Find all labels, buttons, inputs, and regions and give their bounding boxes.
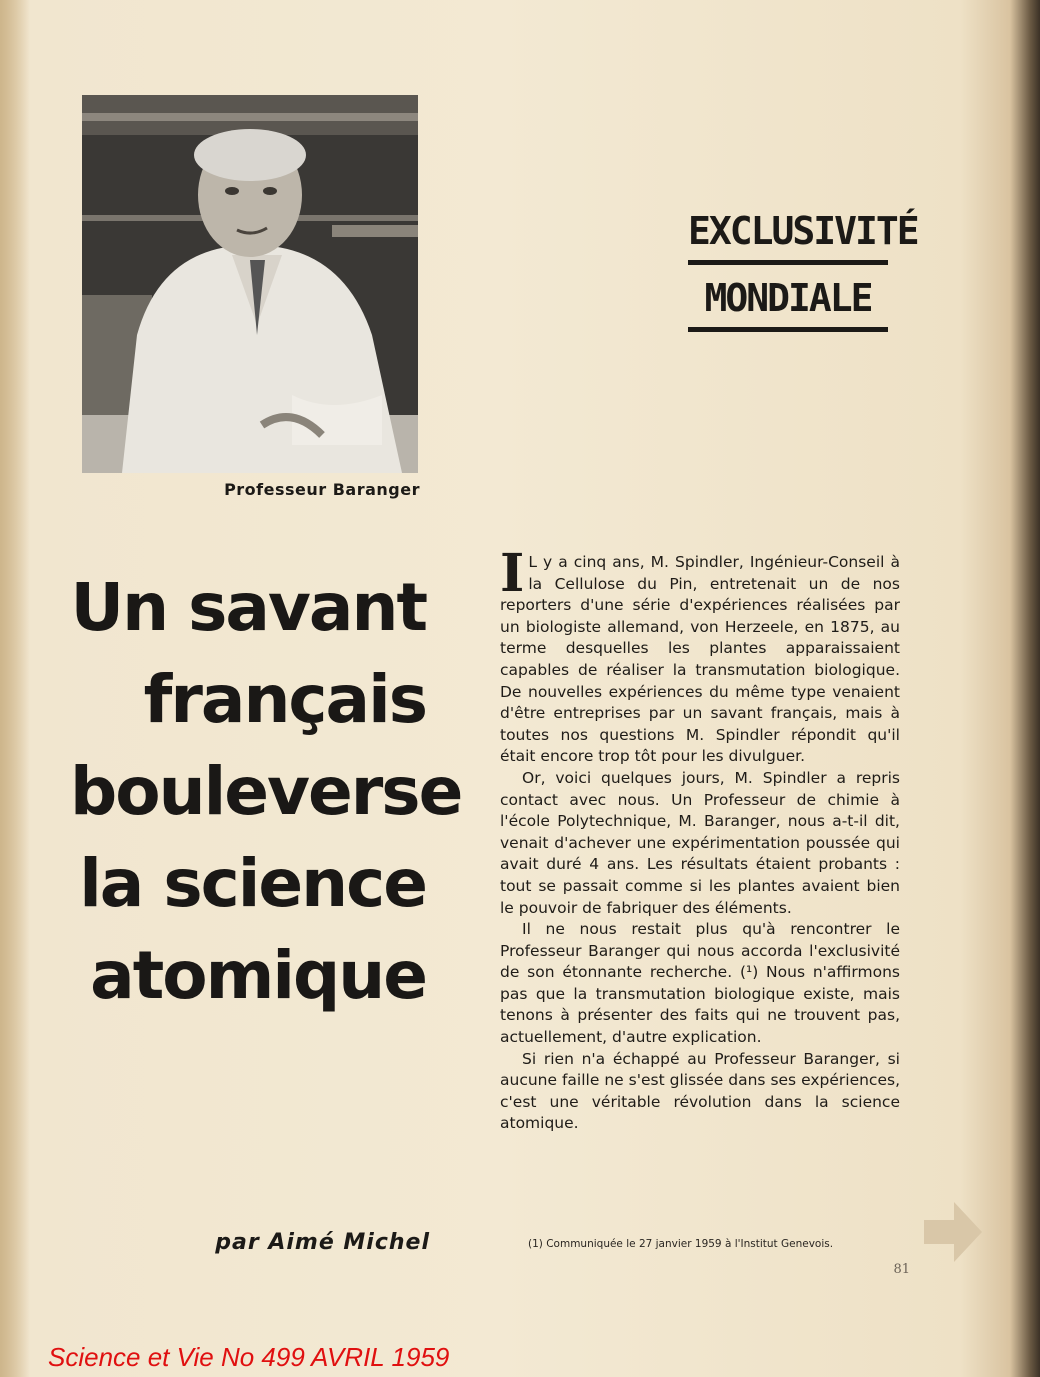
headline-line-2: français: [143, 661, 426, 738]
headline: [70, 562, 462, 1022]
headline-line-5: atomique: [90, 937, 426, 1014]
drop-cap: I: [500, 543, 525, 604]
arrow-right-icon[interactable]: [924, 1200, 984, 1264]
portrait-photo: [82, 95, 418, 473]
paragraph-1: [500, 543, 900, 768]
paragraph-3: Il ne nous restait plus qu'à rencontrer le Professeur Baranger qui nous accorda l'exclusivité de son étonnante recherche. (¹) Nous n'affirmons pas que la transmutation biologique existe, mais tenons à présenter des faits qui ne trouvent pas, actuellement, d'autre explication.: [500, 920, 900, 1047]
headline-line-1: Un savant: [70, 569, 426, 646]
headline-line-3: bouleverse: [70, 753, 462, 830]
page-number: 81: [893, 1262, 910, 1277]
kicker-line-1: EXCLUSIVITÉ: [688, 212, 888, 265]
paragraph-1-text: L y a cinq ans, M. Spindler, Ingénieur-Conseil à la Cellulose du Pin, entretenait un de nos reporters d'une série d'expériences réalisées par un biologiste allemand, von Herzeele, en 1875, au terme desquelles les plantes apparaissaient capables de réaliser la transmutation biologique. De nouvelles expériences du même type venaient d'être entreprises par un savant français, mais à toutes nos questions M. Spindler répondit qu'il était encore trop tôt pour les divulguer.: [500, 553, 900, 766]
byline: par Aimé Michel: [215, 1230, 430, 1255]
paragraph-4: Si rien n'a échappé au Professeur Baranger, si aucune faille ne s'est glissée dans ses expériences, c'est une véritable révolution dans la science atomique.: [500, 1049, 900, 1133]
portrait-illustration: [82, 95, 418, 473]
source-stamp: Science et Vie No 499 AVRIL 1959: [48, 1342, 450, 1372]
footnote: (1) Communiquée le 27 janvier 1959 à l'Institut Genevois.: [528, 1238, 834, 1250]
kicker-line-2: MONDIALE: [688, 279, 888, 332]
article-body: [500, 543, 900, 1135]
spine-shadow: [0, 0, 30, 1377]
exclusive-kicker: [688, 209, 918, 346]
paragraph-2: Or, voici quelques jours, M. Spindler a repris contact avec nous. Un Professeur de chimie à l'école Polytechnique, M. Baranger, nous a-t-il dit, venait d'achever une expérimentation poussée qui avait duré 4 ans. Les résultats étaient probants : tout se passait comme si les plantes avaient bien le pouvoir de fabriquer des éléments.: [500, 768, 900, 917]
photo-caption: Professeur Baranger: [224, 480, 420, 499]
headline-line-4: la science: [79, 845, 426, 922]
